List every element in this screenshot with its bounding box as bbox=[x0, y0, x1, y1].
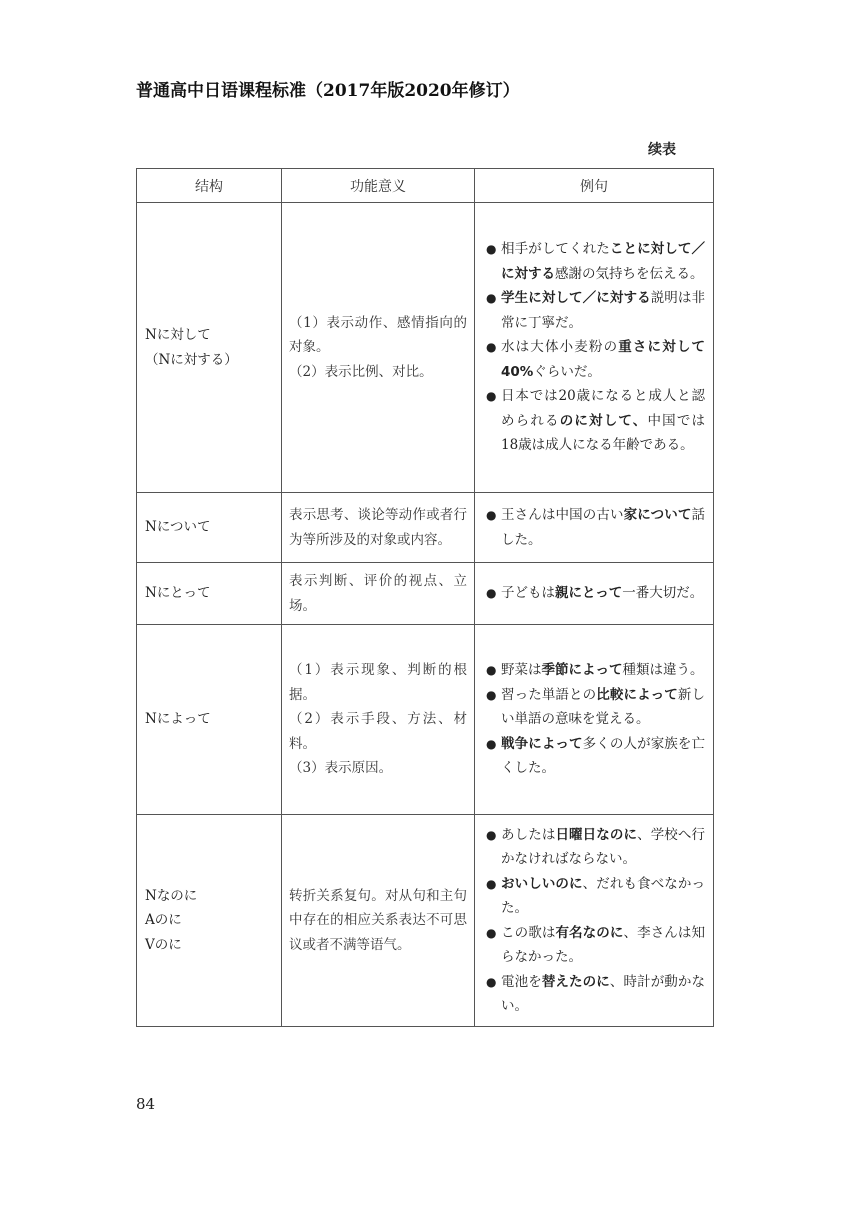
example-text: 王さんは中国の古い bbox=[501, 507, 624, 523]
example-sentence bbox=[485, 286, 705, 335]
bullet-icon: ● bbox=[486, 663, 497, 678]
function-line: （2）表示手段、方法、材料。 bbox=[289, 711, 467, 752]
example-sentence bbox=[485, 823, 705, 872]
example-text: 話した。 bbox=[501, 507, 706, 548]
example-sentence bbox=[485, 658, 705, 683]
highlighted-pattern: ことに対して／に対する bbox=[501, 241, 706, 282]
highlighted-pattern: 学生に対して／に対する bbox=[501, 290, 651, 307]
bullet-icon: ● bbox=[486, 508, 497, 522]
example-text: 習った単語との bbox=[501, 686, 597, 703]
table-row bbox=[137, 563, 714, 625]
highlighted-pattern: 有名なのに bbox=[555, 924, 624, 941]
highlighted-pattern: 日曜日なのに bbox=[555, 826, 638, 843]
function-line: 转折关系复句。对从句和主句中存在的相应关系表达不可思议或者不满等语气。 bbox=[289, 887, 467, 953]
function-cell bbox=[282, 815, 475, 1027]
structure-cell: Nについて bbox=[137, 493, 282, 563]
examples-cell bbox=[475, 493, 714, 563]
function-cell bbox=[282, 203, 475, 493]
function-line: 表示思考、谈论等动作或者行为等所涉及的对象或内容。 bbox=[289, 507, 467, 548]
bullet-icon: ● bbox=[486, 242, 497, 257]
grammar-table bbox=[136, 168, 714, 1027]
bullet-icon: ● bbox=[486, 925, 497, 940]
table-row bbox=[137, 815, 714, 1027]
column-header-structure: 结构 bbox=[137, 169, 282, 203]
highlighted-pattern: 戦争によって bbox=[501, 735, 583, 752]
column-header-function: 功能意义 bbox=[282, 169, 475, 203]
function-line: 表示判断、评价的视点、立场。 bbox=[289, 573, 467, 614]
example-text: この歌は bbox=[501, 924, 556, 941]
function-cell bbox=[282, 625, 475, 815]
example-text: 、学校へ行かなければならない。 bbox=[501, 826, 706, 867]
example-text: 、だれも食べなかった。 bbox=[501, 875, 706, 916]
example-text: 水は大体小麦粉の bbox=[501, 339, 619, 356]
example-text: 、時計が動かない。 bbox=[501, 973, 706, 1014]
examples-cell bbox=[475, 203, 714, 493]
function-line: （1）表示动作、感情指向的对象。 bbox=[289, 314, 467, 356]
table-row bbox=[137, 493, 714, 563]
example-sentence bbox=[485, 970, 705, 1019]
continued-table-label: 续表 bbox=[648, 142, 676, 158]
bullet-icon: ● bbox=[486, 974, 497, 989]
example-text: 新しい単語の意味を覚える。 bbox=[501, 686, 706, 728]
example-text: 種類は違う。 bbox=[622, 662, 704, 679]
example-text: 、李さんは知らなかった。 bbox=[501, 924, 706, 965]
bullet-icon: ● bbox=[486, 827, 497, 842]
structure-cell: Nにとって bbox=[137, 563, 282, 625]
example-sentence bbox=[485, 237, 705, 286]
bullet-icon: ● bbox=[486, 291, 497, 306]
function-cell bbox=[282, 563, 475, 625]
highlighted-pattern: 季節によって bbox=[541, 662, 623, 679]
example-text: 多くの人が家族を亡くした。 bbox=[501, 735, 706, 777]
structure-cell: Nによって bbox=[137, 625, 282, 815]
page-header-title: 普通高中日语课程标准（2017年版2020年修订） bbox=[136, 81, 520, 101]
function-line: （3）表示原因。 bbox=[289, 760, 393, 777]
highlighted-pattern: 親にとって bbox=[555, 585, 623, 602]
bullet-icon: ● bbox=[486, 340, 497, 355]
bullet-icon: ● bbox=[486, 876, 497, 891]
example-sentence bbox=[485, 872, 705, 921]
function-line: （1）表示现象、判断的根据。 bbox=[289, 662, 467, 703]
bullet-icon: ● bbox=[486, 389, 497, 404]
table-header-row bbox=[137, 169, 714, 203]
examples-cell bbox=[475, 625, 714, 815]
example-text: 説明は非常に丁寧だ。 bbox=[501, 290, 706, 331]
example-sentence bbox=[485, 384, 705, 458]
column-header-examples: 例句 bbox=[475, 169, 714, 203]
bullet-icon: ● bbox=[486, 586, 497, 601]
example-sentence bbox=[485, 503, 705, 552]
highlighted-pattern: 替えたのに bbox=[541, 973, 610, 990]
structure-cell: Nなのに Aのに Vのに bbox=[137, 815, 282, 1027]
example-text: 一番大切だ。 bbox=[622, 585, 704, 602]
examples-cell bbox=[475, 815, 714, 1027]
table-row bbox=[137, 625, 714, 815]
highlighted-pattern: 重さに対して40% bbox=[501, 339, 706, 380]
bullet-icon: ● bbox=[486, 736, 497, 751]
highlighted-pattern: おいしいのに bbox=[501, 875, 583, 892]
table-body bbox=[137, 203, 714, 1027]
examples-cell bbox=[475, 563, 714, 625]
example-sentence bbox=[485, 335, 705, 384]
example-text: 中国では18歳は成人になる年齢である。 bbox=[501, 412, 706, 454]
function-line: （2）表示比例、对比。 bbox=[289, 363, 433, 380]
table-row bbox=[137, 203, 714, 493]
example-text: 相手がしてくれた bbox=[501, 241, 610, 258]
example-text: 感謝の気持ちを伝える。 bbox=[555, 265, 704, 282]
highlighted-pattern: 比較によって bbox=[596, 686, 678, 703]
example-text: 野菜は bbox=[501, 662, 542, 679]
example-text: 日本では20歳になると成人と認められる bbox=[501, 388, 705, 429]
example-sentence bbox=[485, 921, 705, 970]
highlighted-pattern: のに対して、 bbox=[559, 412, 648, 429]
example-text: 電池を bbox=[501, 973, 542, 990]
page-number: 84 bbox=[136, 1095, 156, 1113]
example-text: あしたは bbox=[501, 826, 556, 843]
example-sentence bbox=[485, 581, 705, 606]
function-cell bbox=[282, 493, 475, 563]
example-sentence bbox=[485, 732, 705, 781]
highlighted-pattern: 家について bbox=[623, 507, 692, 523]
example-sentence bbox=[485, 683, 705, 732]
structure-cell: Nに対して （Nに対する） bbox=[137, 203, 282, 493]
example-text: 子どもは bbox=[501, 585, 555, 602]
bullet-icon: ● bbox=[486, 687, 497, 702]
example-text: ぐらいだ。 bbox=[533, 363, 601, 380]
